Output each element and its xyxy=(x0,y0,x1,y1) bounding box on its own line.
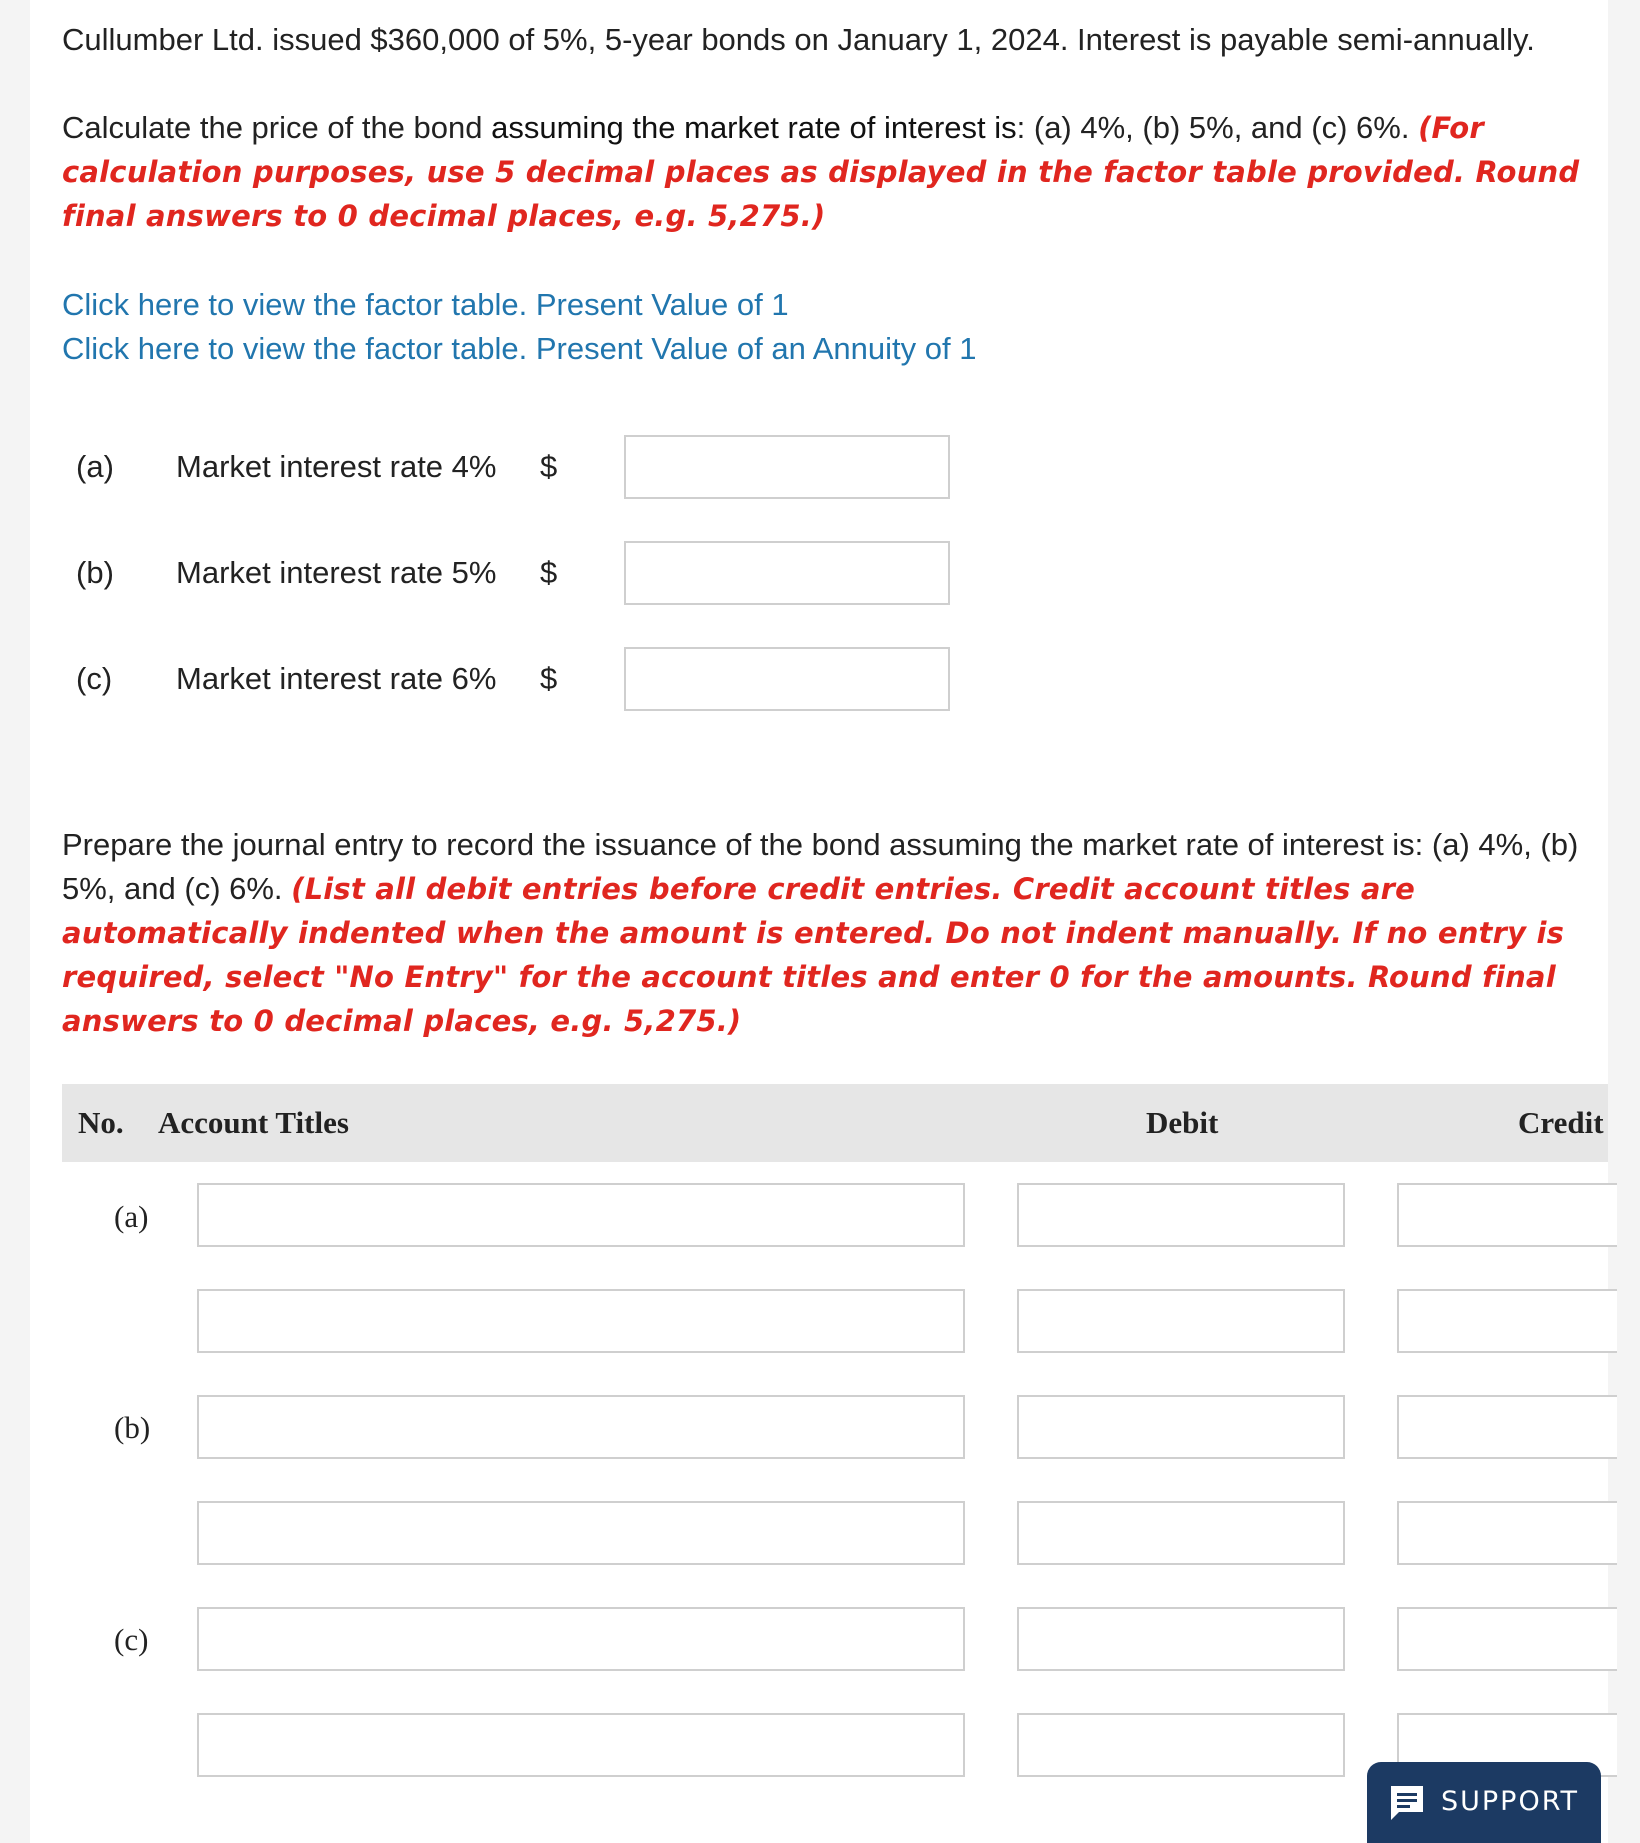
price-label: Market interest rate 6% xyxy=(176,661,497,696)
part2-prompt xyxy=(62,823,1602,1043)
account-title-input[interactable] xyxy=(197,1289,965,1353)
journal-label-a: (a) xyxy=(114,1199,149,1234)
price-input-c[interactable] xyxy=(624,647,950,711)
account-title-input[interactable] xyxy=(197,1501,965,1565)
part1-text-b: assuming the market rate of interest is xyxy=(491,110,1017,145)
price-input-a[interactable] xyxy=(624,435,950,499)
credit-input[interactable] xyxy=(1397,1289,1617,1353)
dollar-sign: $ xyxy=(540,661,558,696)
credit-input[interactable] xyxy=(1397,1501,1617,1565)
debit-input[interactable] xyxy=(1017,1395,1345,1459)
price-label: Market interest rate 5% xyxy=(176,555,497,590)
journal-label-c: (c) xyxy=(114,1622,149,1657)
header-debit: Debit xyxy=(1146,1105,1219,1140)
credit-input[interactable] xyxy=(1397,1607,1617,1671)
part1-text-a: Calculate the price of the bond xyxy=(62,110,492,145)
debit-input[interactable] xyxy=(1017,1713,1345,1777)
journal-label-b: (b) xyxy=(114,1410,151,1445)
support-button[interactable] xyxy=(1367,1762,1601,1843)
part1-text-c: : (a) 4%, (b) 5%, and (c) 6%. xyxy=(1016,110,1419,145)
support-label: SUPPORT xyxy=(1441,1786,1580,1817)
price-row-c xyxy=(76,647,976,713)
debit-input[interactable] xyxy=(1017,1501,1345,1565)
part1-prompt xyxy=(62,106,1602,238)
question-intro: Cullumber Ltd. issued $360,000 of 5%, 5-year bonds on January 1, 2024. Interest is payable semi-annually. xyxy=(62,22,1535,57)
credit-input[interactable] xyxy=(1397,1183,1617,1247)
dollar-sign: $ xyxy=(540,449,558,484)
debit-input[interactable] xyxy=(1017,1289,1345,1353)
pv1-factor-table-link[interactable]: Click here to view the factor table. Present Value of 1 xyxy=(62,287,789,322)
part1-instruction: (For calculation purposes, use 5 decimal places as displayed in the factor table provided. Round final answers to 0 decimal places, e.g. 5,275.) xyxy=(62,111,1580,233)
question-card xyxy=(30,0,1608,1843)
credit-input[interactable] xyxy=(1397,1395,1617,1459)
debit-input[interactable] xyxy=(1017,1183,1345,1247)
header-account-titles: Account Titles xyxy=(158,1105,349,1140)
part2-text: Prepare the journal entry to record the issuance of the bond assuming the market rate of interest is: (a) 4%, (b) 5%, and (c) 6%. xyxy=(62,827,1579,906)
header-credit: Credit xyxy=(1518,1105,1604,1140)
dollar-sign: $ xyxy=(540,555,558,590)
header-no: No. xyxy=(78,1105,124,1140)
chat-message-icon xyxy=(1387,1782,1427,1822)
price-input-b[interactable] xyxy=(624,541,950,605)
part2-instruction: (List all debit entries before credit entries. Credit account titles are automatically indented when the amount is entered. Do not indent manually. If no entry is required, select "No Entry" for the account titles and enter 0 for the amounts. Round final answers to 0 decimal places, e.g. 5,275.) xyxy=(62,872,1565,1038)
account-title-input[interactable] xyxy=(197,1183,965,1247)
journal-header xyxy=(62,1084,1608,1162)
price-letter: (c) xyxy=(76,661,113,696)
account-title-input[interactable] xyxy=(197,1607,965,1671)
price-row-b xyxy=(76,541,976,607)
account-title-input[interactable] xyxy=(197,1713,965,1777)
price-letter: (a) xyxy=(76,449,114,484)
price-row-a xyxy=(76,435,976,501)
price-label: Market interest rate 4% xyxy=(176,449,497,484)
account-title-input[interactable] xyxy=(197,1395,965,1459)
price-letter: (b) xyxy=(76,555,114,590)
pva-factor-table-link[interactable]: Click here to view the factor table. Present Value of an Annuity of 1 xyxy=(62,331,977,366)
debit-input[interactable] xyxy=(1017,1607,1345,1671)
